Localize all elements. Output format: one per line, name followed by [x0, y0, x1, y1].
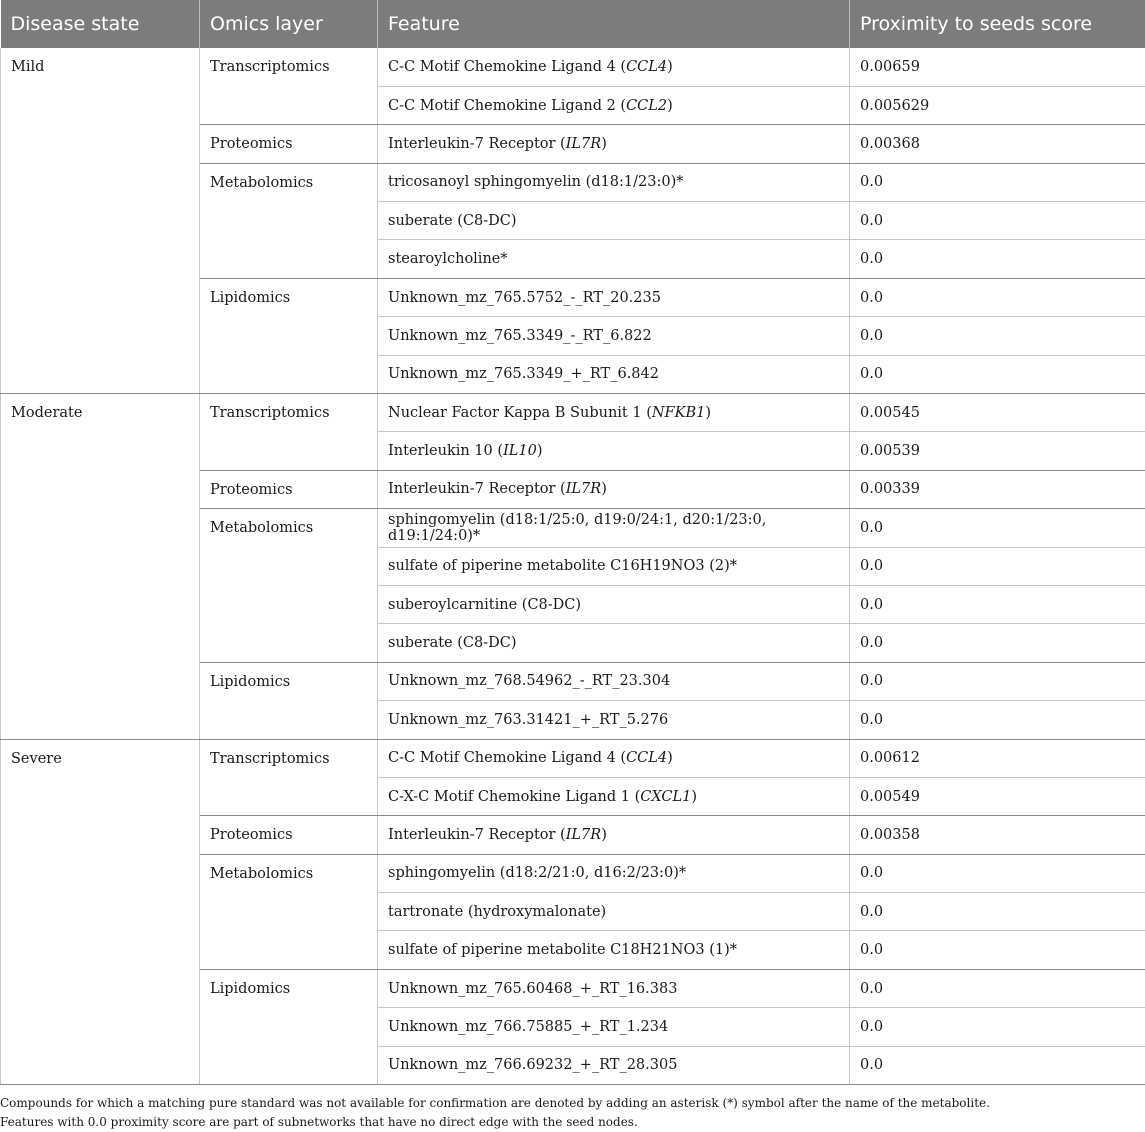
- feature-name: Unknown_mz_768.54962_-_RT_23.304: [388, 673, 671, 690]
- feature-name: Unknown_mz_765.3349_-_RT_6.822: [388, 327, 652, 344]
- feature-cell: [378, 278, 850, 316]
- feature-name: Nuclear Factor Kappa B Subunit 1 (: [388, 404, 652, 421]
- feature-name: Unknown_mz_763.31421_+_RT_5.276: [388, 711, 669, 728]
- omics-layer-cell: Proteomics: [200, 470, 378, 508]
- feature-cell: [378, 470, 850, 508]
- omics-layer-cell: Lipidomics: [200, 662, 378, 739]
- disease-state-cell: Mild: [1, 48, 200, 394]
- feature-cell: [378, 1046, 850, 1084]
- gene-symbol: IL7R: [565, 135, 602, 152]
- proximity-score-cell: 0.0: [850, 1008, 1145, 1046]
- gene-symbol: NFKB1: [651, 404, 706, 421]
- omics-layer-cell: Lipidomics: [200, 969, 378, 1084]
- feature-name: tartronate (hydroxymalonate): [388, 903, 607, 920]
- gene-symbol: CXCL1: [640, 788, 692, 805]
- feature-cell: [378, 701, 850, 739]
- proximity-score-cell: 0.0: [850, 317, 1145, 355]
- gene-symbol: IL7R: [565, 827, 602, 843]
- omics-layer-cell: Proteomics: [200, 816, 378, 854]
- table-row: [1, 739, 1145, 777]
- feature-name: C-C Motif Chemokine Ligand 2 (: [388, 97, 627, 114]
- proximity-score-cell: 0.0: [850, 202, 1145, 240]
- feature-name: Interleukin 10 (: [388, 443, 504, 460]
- feature-name: Interleukin-7 Receptor (: [388, 827, 566, 843]
- feature-name: tricosanoyl sphingomyelin (d18:1/23:0)*: [388, 174, 684, 191]
- feature-cell: [378, 240, 850, 278]
- feature-name: Unknown_mz_765.3349_+_RT_6.842: [388, 366, 659, 383]
- feature-name: sulfate of piperine metabolite C18H21NO3 (1)*: [388, 942, 737, 959]
- proximity-score-cell: 0.00339: [850, 470, 1145, 508]
- feature-name: C-C Motif Chemokine Ligand 4 (: [388, 58, 627, 75]
- proximity-score-cell: 0.0: [850, 355, 1145, 393]
- table-row: [1, 48, 1145, 86]
- feature-cell: [378, 317, 850, 355]
- proximity-score-cell: 0.0: [850, 585, 1145, 623]
- feature-cell: [378, 893, 850, 931]
- header-omics-layer: Omics layer: [200, 0, 378, 48]
- proximity-score-cell: 0.0: [850, 240, 1145, 278]
- proximity-score-cell: 0.0: [850, 931, 1145, 969]
- footnote-asterisk: Compounds for which a matching pure standard was not available for confirmation are denoted by adding an asterisk (*) symbol after the name of the metabolite.: [0, 1096, 990, 1110]
- header-disease-state: Disease state: [1, 0, 200, 48]
- table-body: [1, 48, 1145, 1085]
- feature-suffix: ): [601, 135, 607, 152]
- feature-name: Unknown_mz_765.60468_+_RT_16.383: [388, 980, 678, 997]
- feature-cell: [378, 432, 850, 470]
- proximity-score-cell: 0.005629: [850, 86, 1145, 124]
- feature-cell: [378, 624, 850, 662]
- feature-name: Unknown_mz_765.5752_-_RT_20.235: [388, 289, 661, 306]
- feature-cell: [378, 777, 850, 815]
- feature-name: suberoylcarnitine (C8-DC): [388, 596, 582, 613]
- omics-layer-cell: Lipidomics: [200, 278, 378, 393]
- proximity-score-cell: 0.0: [850, 547, 1145, 585]
- proximity-score-cell: 0.0: [850, 278, 1145, 316]
- feature-cell: [378, 662, 850, 700]
- feature-cell: [378, 969, 850, 1007]
- feature-cell: [378, 931, 850, 969]
- feature-cell: [378, 202, 850, 240]
- proximity-score-cell: 0.0: [850, 662, 1145, 700]
- feature-name: C-C Motif Chemokine Ligand 4 (: [388, 750, 627, 767]
- footnotes: [0, 1094, 990, 1132]
- header-proximity-score: Proximity to seeds score: [850, 0, 1145, 48]
- proximity-score-cell: 0.00358: [850, 816, 1145, 854]
- omics-layer-cell: Transcriptomics: [200, 394, 378, 471]
- proximity-score-cell: 0.00612: [850, 739, 1145, 777]
- gene-symbol: CCL4: [626, 58, 668, 75]
- header-row: [1, 0, 1145, 48]
- proximity-score-cell: 0.0: [850, 701, 1145, 739]
- feature-cell: [378, 509, 850, 547]
- omics-layer-cell: Transcriptomics: [200, 739, 378, 816]
- feature-suffix: ): [667, 58, 673, 75]
- gene-symbol: CCL4: [626, 750, 668, 767]
- feature-cell: [378, 163, 850, 201]
- feature-name: sphingomyelin (d18:1/25:0, d19:0/24:1, d20:1/23:0, d19:1/24:0)*: [388, 511, 767, 544]
- feature-cell: [378, 355, 850, 393]
- omics-layer-cell: Metabolomics: [200, 163, 378, 278]
- feature-suffix: ): [536, 443, 543, 460]
- omics-layer-cell: Metabolomics: [200, 854, 378, 969]
- proximity-score-cell: 0.0: [850, 1046, 1145, 1084]
- proximity-score-cell: 0.00659: [850, 48, 1145, 86]
- gene-symbol: CCL2: [626, 97, 668, 114]
- feature-name: Unknown_mz_766.69232_+_RT_28.305: [388, 1057, 678, 1074]
- feature-cell: [378, 854, 850, 892]
- feature-cell: [378, 816, 850, 854]
- feature-name: Interleukin-7 Receptor (: [388, 135, 566, 152]
- feature-name: C-X-C Motif Chemokine Ligand 1 (: [388, 788, 641, 805]
- proximity-score-cell: 0.0: [850, 854, 1145, 892]
- footnote-zero-score: Features with 0.0 proximity score are part of subnetworks that have no direct edge with the seed nodes.: [0, 1115, 638, 1129]
- feature-name: sphingomyelin (d18:2/21:0, d16:2/23:0)*: [388, 865, 687, 882]
- feature-name: stearoylcholine*: [388, 251, 508, 268]
- feature-cell: [378, 739, 850, 777]
- omics-layer-cell: Metabolomics: [200, 509, 378, 663]
- feature-suffix: ): [601, 481, 607, 498]
- proximity-score-cell: 0.00368: [850, 125, 1145, 163]
- feature-suffix: ): [667, 97, 673, 114]
- proximity-score-cell: 0.0: [850, 509, 1145, 547]
- feature-suffix: ): [601, 827, 607, 843]
- omics-layer-cell: Transcriptomics: [200, 48, 378, 125]
- proximity-score-cell: 0.00549: [850, 777, 1145, 815]
- table-row: [1, 394, 1145, 432]
- header-feature: Feature: [378, 0, 850, 48]
- gene-symbol: IL7R: [565, 481, 602, 498]
- feature-suffix: ): [705, 404, 711, 421]
- feature-suffix: ): [667, 750, 673, 767]
- proximity-score-cell: 0.00539: [850, 432, 1145, 470]
- feature-name: suberate (C8-DC): [388, 635, 517, 652]
- proximity-score-cell: 0.0: [850, 893, 1145, 931]
- feature-cell: [378, 394, 850, 432]
- feature-cell: [378, 48, 850, 86]
- proximity-score-cell: 0.0: [850, 969, 1145, 1007]
- proximity-score-cell: 0.00545: [850, 394, 1145, 432]
- omics-layer-cell: Proteomics: [200, 125, 378, 163]
- feature-cell: [378, 125, 850, 163]
- disease-state-cell: Severe: [1, 739, 200, 1085]
- proximity-score-cell: 0.0: [850, 624, 1145, 662]
- feature-name: Unknown_mz_766.75885_+_RT_1.234: [388, 1018, 669, 1035]
- feature-cell: [378, 585, 850, 623]
- feature-name: suberate (C8-DC): [388, 212, 517, 229]
- feature-name: Interleukin-7 Receptor (: [388, 481, 566, 498]
- feature-cell: [378, 1008, 850, 1046]
- disease-state-cell: Moderate: [1, 394, 200, 740]
- feature-cell: [378, 547, 850, 585]
- feature-name: sulfate of piperine metabolite C16H19NO3 (2)*: [388, 558, 737, 575]
- feature-suffix: ): [691, 788, 698, 805]
- proximity-score-cell: 0.0: [850, 163, 1145, 201]
- gene-symbol: IL10: [503, 443, 537, 460]
- feature-cell: [378, 86, 850, 124]
